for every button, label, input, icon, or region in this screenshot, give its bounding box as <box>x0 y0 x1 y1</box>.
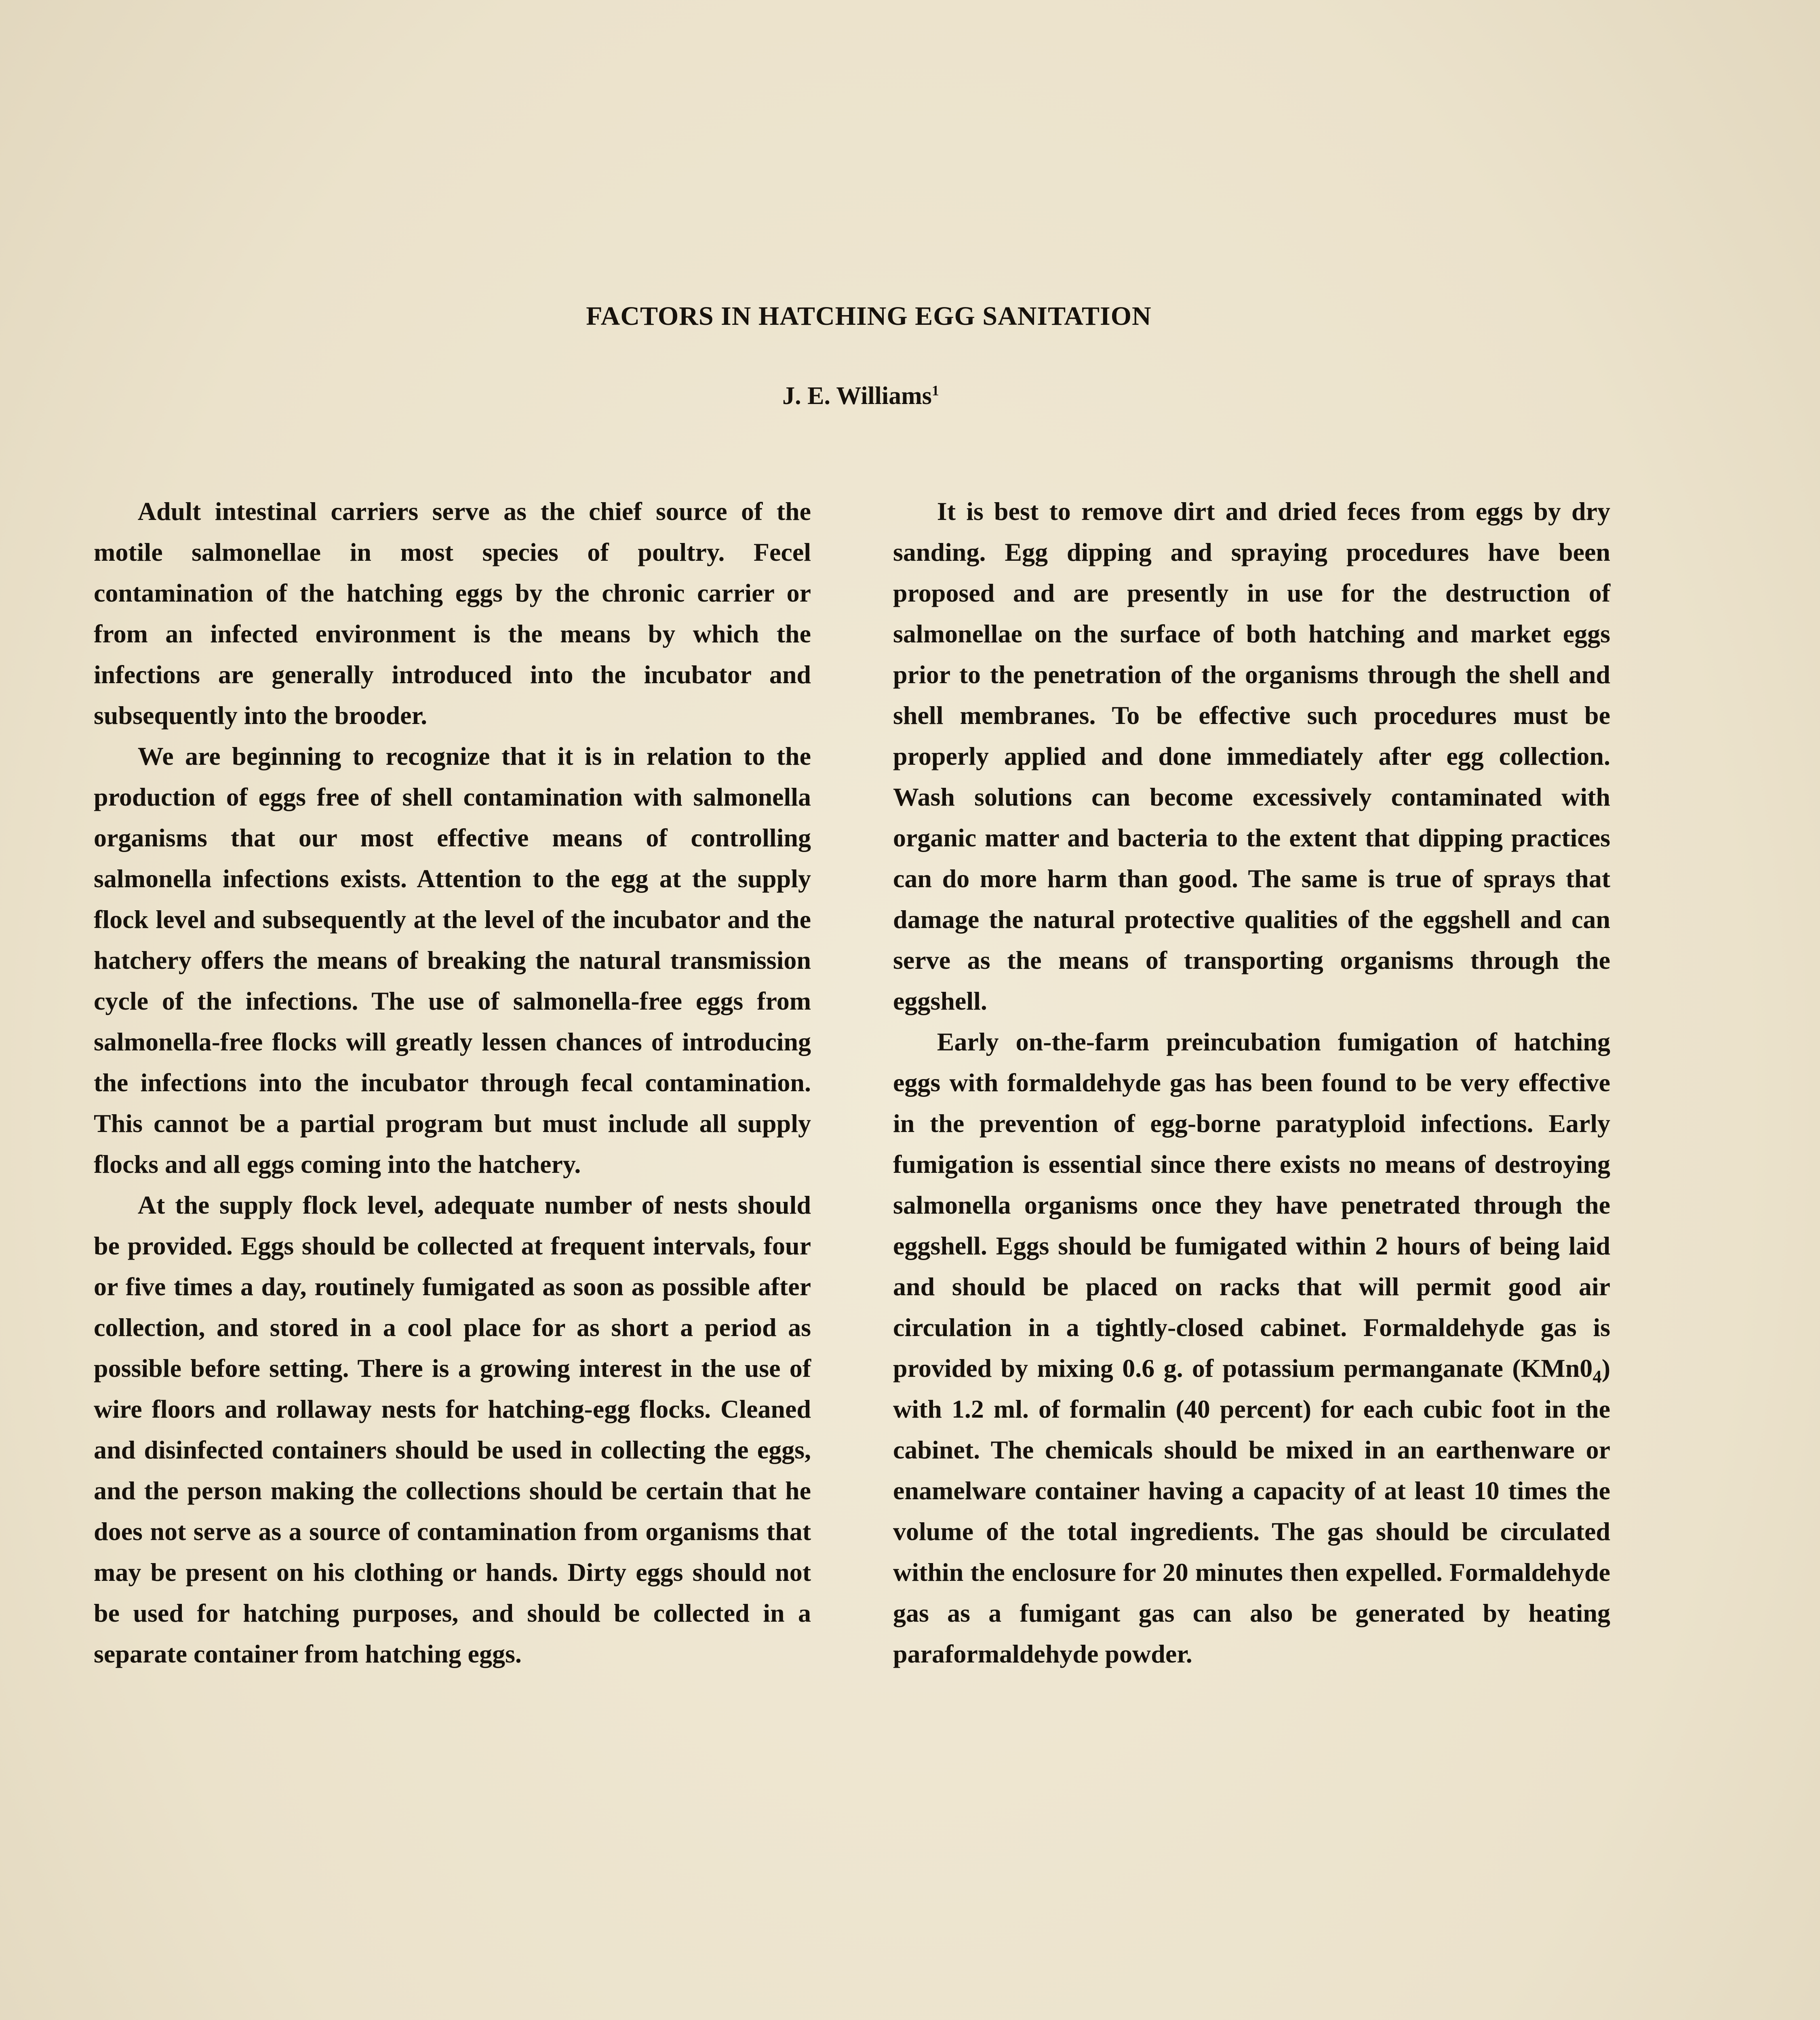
author-name: J. E. Williams <box>782 382 932 410</box>
left-paragraph-1: Adult intestinal carriers serve as the chief source of the motile salmonellae in most species of poultry. Fecel contamination of the hatching eggs by the chronic carrier or from an infected environment is the means by which the infections are generally introduced into the incubator and subsequently into the brooder. <box>94 497 811 730</box>
left-column <box>94 491 811 1674</box>
right-paragraph-1: It is best to remove dirt and dried feces from eggs by dry sanding. Egg dipping and spraying procedures have been proposed and are presently in use for the destruction of salmonellae on the surface of both hatching and market eggs prior to the penetration of the organisms through the shell and shell membranes. To be effective such procedures must be properly applied and done immediately after egg collection. Wash solutions can become excessively contaminated with organic matter and bacteria to the extent that dipping practices can do more harm than good. The same is true of sprays that damage the natural protective qualities of the eggshell and can serve as the means of transporting organisms through the eggshell. <box>893 497 1610 1015</box>
right-paragraph-2-start: Early on-the-farm preincubation fumigation of hatching eggs with formaldehyde gas has been found to be very effective in the prevention of egg-borne paratyploid infections. Early fumigation is essential since there exists no means of destroying salmonella organisms once they have penetrated through the eggshell. Eggs should be fumigated within 2 hours of being laid and should be placed on racks that will permit good air circulation in a tightly-closed cabinet. Formaldehyde gas is provided by mixing 0.6 g. of potassium permanganate (KMn0 <box>893 1027 1610 1382</box>
chemical-subscript: 4 <box>1592 1366 1602 1387</box>
article-title: FACTORS IN HATCHING EGG SANITATION <box>586 301 1152 331</box>
right-paragraph-2 <box>893 1021 1610 1674</box>
right-paragraph-2-end: ) with 1.2 ml. of formalin (40 percent) for each cubic foot in the cabinet. The chemicals should be mixed in an earthenware or enamelware container having a capacity of at least 10 times the volume of the total ingredients. The gas should be circulated within the enclosure for 20 minutes then expelled. Formaldehyde gas as a fumigant gas can also be generated by heating paraformaldehyde powder. <box>893 1354 1610 1668</box>
left-paragraph-3: At the supply flock level, adequate number of nests should be provided. Eggs should be collected at frequent intervals, four or five times a day, routinely fumigated as soon as possible after collection, and stored in a cool place for as short a period as possible before setting. There is a growing interest in the use of wire floors and rollaway nests for hatching-egg flocks. Cleaned and disinfected containers should be used in collecting the eggs, and the person making the collections should be certain that he does not serve as a source of contamination from organisms that may be present on his clothing or hands. Dirty eggs should not be used for hatching purposes, and should be collected in a separate container from hatching eggs. <box>94 1191 811 1668</box>
author-footnote-mark: 1 <box>931 382 939 399</box>
article-author <box>760 382 962 410</box>
right-column <box>893 491 1610 1674</box>
left-paragraph-2: We are beginning to recognize that it is in relation to the production of eggs free of shell contamination with salmonella organisms that our most effective means of controlling salmonella infections exists. Attention to the egg at the supply flock level and subsequently at the level of the incubator and the hatchery offers the means of breaking the natural transmission cycle of the infections. The use of salmonella-free eggs from salmonella-free flocks will greatly lessen chances of introducing the infections into the incubator through fecal contamination. This cannot be a partial program but must include all supply flocks and all eggs coming into the hatchery. <box>94 742 811 1178</box>
